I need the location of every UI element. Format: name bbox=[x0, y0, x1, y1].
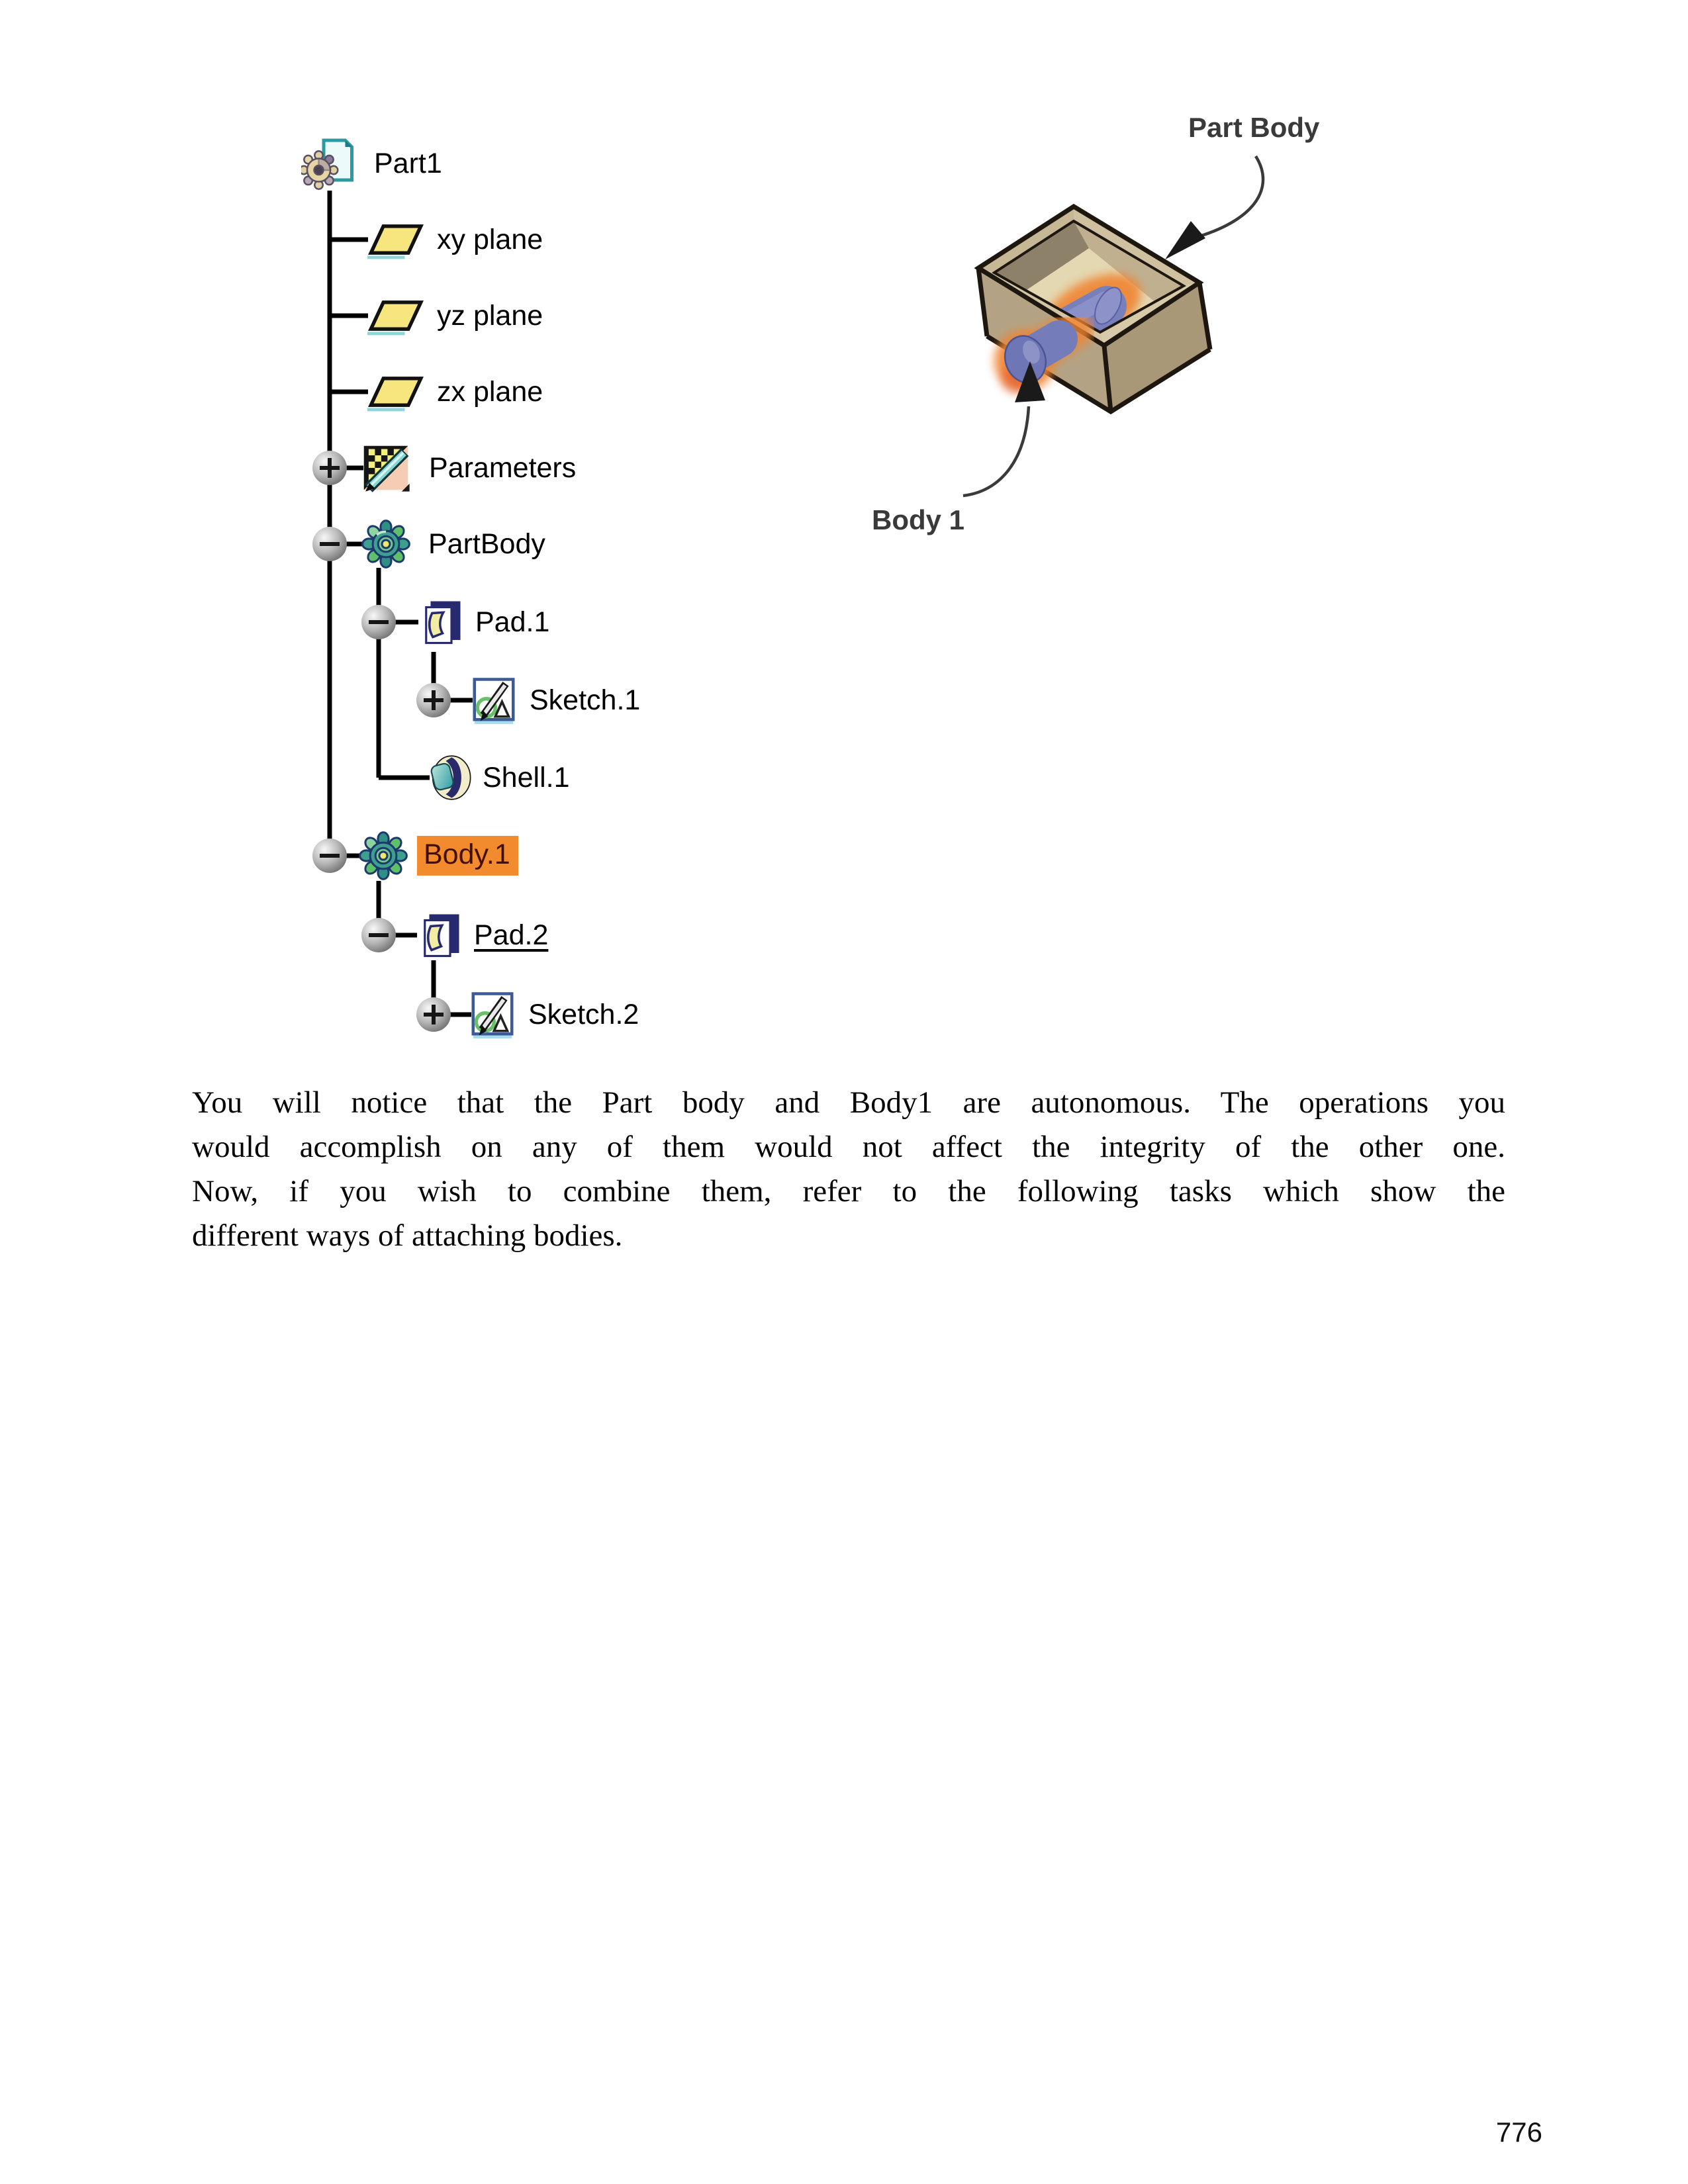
paragraph-line: would accomplish on any of them would not affect the integrity of the other one. bbox=[192, 1130, 1505, 1164]
body-paragraph bbox=[192, 1081, 1505, 1258]
tree-item-part1[interactable] bbox=[301, 138, 442, 189]
tree-item-label[interactable]: zx plane bbox=[437, 375, 543, 408]
tree-item-label[interactable]: Parameters bbox=[429, 451, 577, 484]
paragraph-line: different ways of attaching bodies. bbox=[192, 1218, 623, 1253]
expander-body1[interactable] bbox=[312, 839, 347, 873]
part-document-icon bbox=[301, 137, 359, 190]
part-body-annotation bbox=[1165, 112, 1320, 259]
pad-icon bbox=[416, 596, 463, 648]
parameters-icon bbox=[361, 443, 411, 493]
tree-item-label[interactable]: PartBody bbox=[428, 527, 545, 560]
tree-item-pad1[interactable] bbox=[416, 597, 549, 647]
shell-icon bbox=[427, 752, 473, 803]
tree-item-label[interactable]: Pad.2 bbox=[474, 919, 549, 951]
tree-item-label[interactable]: Sketch.2 bbox=[528, 998, 639, 1030]
tree-item-label-selected[interactable]: Body.1 bbox=[417, 836, 518, 876]
figure-3d-part bbox=[841, 86, 1370, 576]
sketch-icon bbox=[470, 674, 518, 726]
tree-item-xy-plane[interactable] bbox=[365, 214, 543, 265]
tree-item-partbody[interactable] bbox=[361, 519, 545, 569]
body-gear-icon bbox=[359, 830, 408, 882]
body1-arrow bbox=[963, 406, 1029, 496]
tree-item-label[interactable]: xy plane bbox=[437, 223, 543, 255]
tree-item-parameters[interactable] bbox=[361, 443, 576, 493]
page-number: 776 bbox=[1495, 2116, 1542, 2148]
body1-label: Body 1 bbox=[872, 504, 965, 535]
paragraph-line: You will notice that the Part body and Body1 are autonomous. The operations you bbox=[192, 1085, 1505, 1120]
plane-icon bbox=[365, 219, 426, 260]
expander-sketch1[interactable] bbox=[416, 683, 451, 717]
expander-sketch2[interactable] bbox=[416, 997, 451, 1032]
part-body-arrowhead bbox=[1165, 221, 1205, 259]
tree-item-label[interactable]: Sketch.1 bbox=[530, 684, 641, 716]
part-body-label: Part Body bbox=[1188, 112, 1320, 143]
tree-item-sketch2[interactable] bbox=[469, 989, 639, 1040]
part-body-arrow bbox=[1199, 156, 1263, 236]
tree-item-label[interactable]: Shell.1 bbox=[483, 761, 570, 794]
expander-pad1[interactable] bbox=[361, 605, 396, 639]
tree-item-shell1[interactable] bbox=[427, 752, 569, 803]
tree-item-yz-plane[interactable] bbox=[365, 291, 543, 341]
tree-item-label[interactable]: Pad.1 bbox=[475, 606, 550, 638]
sketch-icon bbox=[469, 989, 516, 1040]
tree-item-label[interactable]: Part1 bbox=[374, 147, 442, 179]
expander-partbody[interactable] bbox=[312, 527, 347, 561]
expander-pad2[interactable] bbox=[361, 918, 396, 952]
plane-icon bbox=[365, 371, 426, 412]
pad-icon bbox=[414, 909, 462, 961]
expander-parameters[interactable] bbox=[312, 451, 347, 485]
body-gear-icon bbox=[361, 518, 410, 570]
paragraph-line: Now, if you wish to combine them, refer to the following tasks which show the bbox=[192, 1174, 1505, 1208]
tree-item-body1[interactable] bbox=[359, 831, 518, 881]
tree-item-zx-plane[interactable] bbox=[365, 367, 543, 417]
tree-item-label[interactable]: yz plane bbox=[437, 299, 543, 332]
tree-item-sketch1[interactable] bbox=[470, 675, 640, 725]
tree-item-pad2[interactable] bbox=[414, 910, 548, 960]
plane-icon bbox=[365, 295, 426, 336]
